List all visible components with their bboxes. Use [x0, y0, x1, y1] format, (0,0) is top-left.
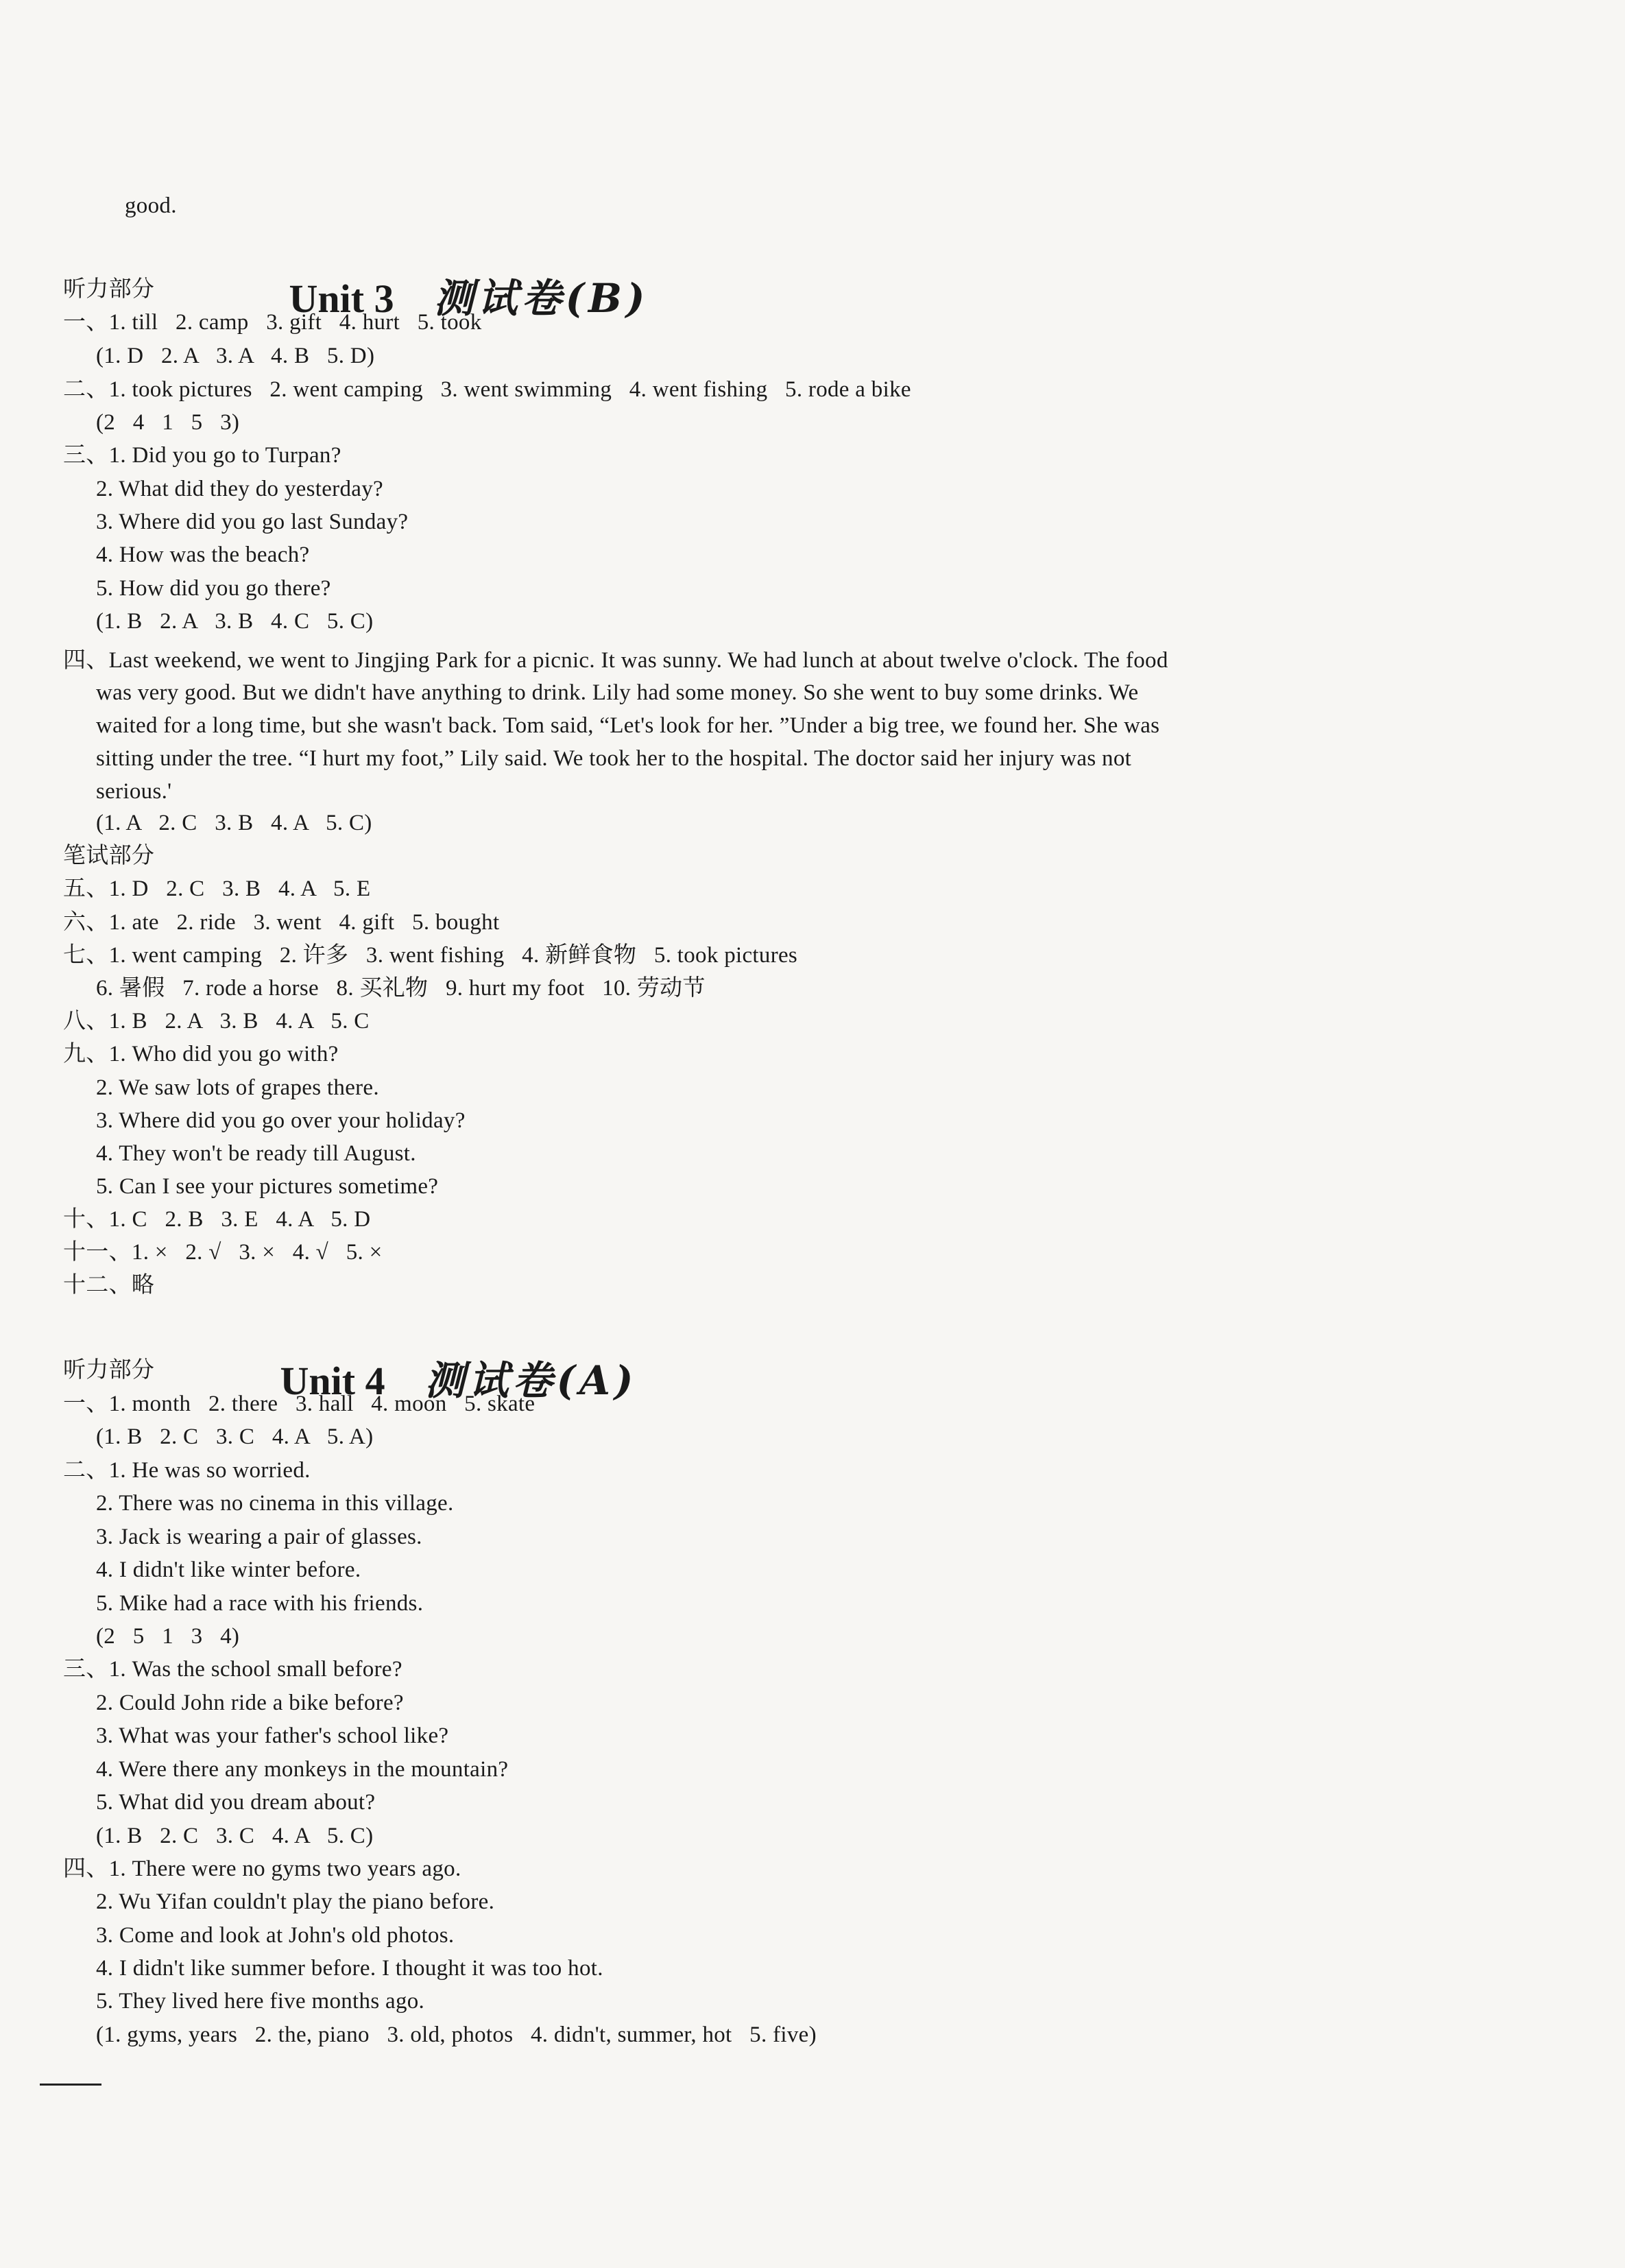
footer-rule — [40, 2084, 101, 2086]
unit3-line: 十二、略 — [63, 1273, 155, 1298]
unit3-line: (1. B 2. A 3. B 4. C 5. C) — [96, 609, 374, 634]
unit4-line: 4. I didn't like winter before. — [96, 1557, 361, 1582]
unit4-line: 2. Could John ride a bike before? — [96, 1691, 404, 1715]
unit3-line: 2. We saw lots of grapes there. — [96, 1075, 379, 1100]
unit3-line: 3. Where did you go over your holiday? — [96, 1108, 466, 1133]
unit4-line: 四、1. There were no gyms two years ago. — [63, 1857, 461, 1881]
unit4-line: 2. Wu Yifan couldn't play the piano before. — [96, 1889, 495, 1914]
unit4-line: 一、1. month 2. there 3. hall 4. moon 5. skate — [63, 1392, 535, 1416]
unit4-line: (1. gyms, years 2. the, piano 3. old, photos 4. didn't, summer, hot 5. five) — [96, 2022, 817, 2047]
unit3-line: 二、1. took pictures 2. went camping 3. went swimming 4. went fishing 5. rode a bike — [63, 377, 911, 402]
unit3-line: 十一、1. × 2. √ 3. × 4. √ 5. × — [63, 1240, 383, 1265]
unit3-title-en: Unit 3 — [289, 276, 394, 321]
intro-line: good. — [125, 193, 177, 218]
unit4-line: (2 5 1 3 4) — [96, 1624, 240, 1649]
unit4-line: 4. I didn't like summer before. I thought it was too hot. — [96, 1956, 603, 1981]
unit3-line: 3. Where did you go last Sunday? — [96, 510, 409, 534]
unit3-line: was very good. But we didn't have anything to drink. Lily had some money. So she went to buy some drinks. We — [96, 680, 1139, 705]
unit3-line: 九、1. Who did you go with? — [63, 1042, 339, 1066]
unit4-title-zh: 测试卷(A) — [424, 1357, 638, 1404]
unit3-line: 5. Can I see your pictures sometime? — [96, 1174, 439, 1199]
unit3-line: 2. What did they do yesterday? — [96, 477, 383, 501]
unit4-line: (1. B 2. C 3. C 4. A 5. C) — [96, 1824, 374, 1848]
unit4-line: 5. They lived here five months ago. — [96, 1989, 425, 2014]
unit3-line: 八、1. B 2. A 3. B 4. A 5. C — [63, 1009, 370, 1034]
unit3-line: 听力部分 — [63, 277, 155, 302]
unit4-line: 3. Come and look at John's old photos. — [96, 1923, 455, 1948]
unit3-line: 七、1. went camping 2. 许多 3. went fishing 4. 新鲜食物 5. took pictures — [63, 943, 798, 968]
unit3-line: serious.' — [96, 779, 172, 804]
unit3-title-zh: 测试卷(B) — [433, 275, 649, 322]
unit3-line: 4. How was the beach? — [96, 542, 310, 567]
unit4-line: 3. What was your father's school like? — [96, 1723, 449, 1748]
unit3-line: 十、1. C 2. B 3. E 4. A 5. D — [63, 1207, 371, 1232]
unit3-line: 三、1. Did you go to Turpan? — [63, 443, 341, 468]
unit4-line: 二、1. He was so worried. — [63, 1458, 311, 1483]
unit3-line: (1. A 2. C 3. B 4. A 5. C) — [96, 811, 372, 835]
unit3-line: 笔试部分 — [63, 844, 155, 868]
unit3-line: 六、1. ate 2. ride 3. went 4. gift 5. bought — [63, 910, 500, 935]
unit4-title-en: Unit 4 — [280, 1359, 385, 1403]
unit3-line: 一、1. till 2. camp 3. gift 4. hurt 5. took — [63, 310, 482, 335]
unit4-line: 4. Were there any monkeys in the mountain? — [96, 1757, 509, 1782]
unit3-line: 四、Last weekend, we went to Jingjing Park for a picnic. It was sunny. We had lunch at about twelve o'clock. The food — [63, 648, 1168, 673]
unit3-line: 五、1. D 2. C 3. B 4. A 5. E — [63, 876, 371, 901]
unit4-line: 5. What did you dream about? — [96, 1790, 376, 1815]
unit4-line: (1. B 2. C 3. C 4. A 5. A) — [96, 1424, 374, 1449]
unit3-line: waited for a long time, but she wasn't back. Tom said, “Let's look for her. ”Under a big tree, we found her. She was — [96, 713, 1160, 738]
unit4-line: 听力部分 — [63, 1358, 155, 1383]
unit3-line: 6. 暑假 7. rode a horse 8. 买礼物 9. hurt my foot 10. 劳动节 — [96, 976, 706, 1001]
unit3-line: 5. How did you go there? — [96, 576, 331, 601]
unit3-line: (2 4 1 5 3) — [96, 410, 240, 435]
unit4-line: 2. There was no cinema in this village. — [96, 1491, 454, 1516]
unit3-line: (1. D 2. A 3. A 4. B 5. D) — [96, 344, 375, 368]
unit3-line: sitting under the tree. “I hurt my foot,” Lily said. We took her to the hospital. The doctor said her injury was not — [96, 746, 1132, 771]
unit4-line: 5. Mike had a race with his friends. — [96, 1591, 424, 1616]
unit4-line: 三、1. Was the school small before? — [63, 1657, 402, 1682]
unit4-line: 3. Jack is wearing a pair of glasses. — [96, 1525, 422, 1549]
unit3-line: 4. They won't be ready till August. — [96, 1141, 416, 1166]
